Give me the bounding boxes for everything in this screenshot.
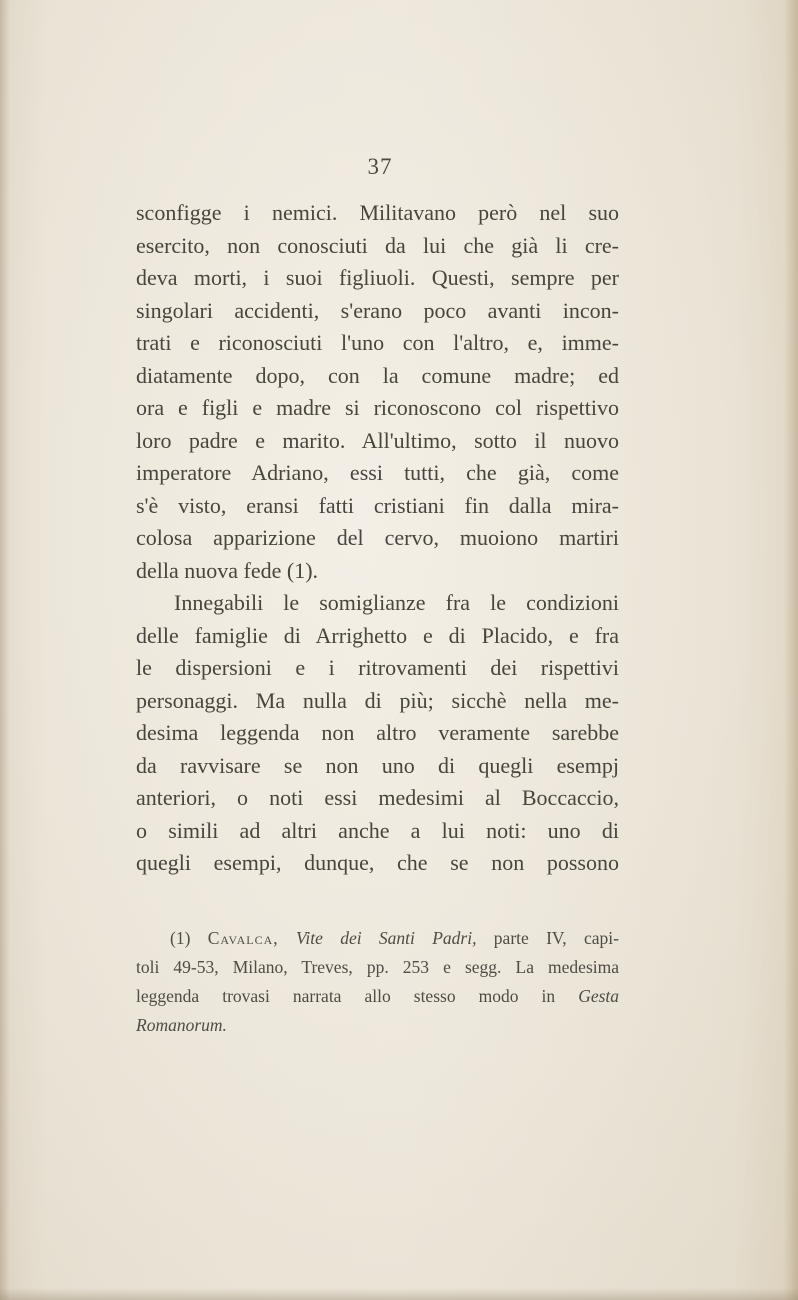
text-line-paragraph-start: Innegabili le somiglianze fra le condizioni bbox=[174, 590, 619, 615]
footnote bbox=[136, 924, 619, 1040]
text-line: imperatore Adriano, essi tutti, che già, come bbox=[136, 460, 619, 485]
text-line: sconfigge i nemici. Militavano però nel suo bbox=[136, 200, 619, 225]
text-line: ora e figli e madre si riconoscono col rispettivo bbox=[136, 395, 619, 420]
text-line: colosa apparizione del cervo, muoiono martiri bbox=[136, 525, 619, 550]
text-line: della nuova fede (1). bbox=[136, 557, 319, 583]
text-line: desima leggenda non altro veramente sarebbe bbox=[136, 720, 619, 745]
page-number: 37 bbox=[367, 154, 393, 179]
text-line: loro padre e marito. All'ultimo, sotto il nuovo bbox=[136, 427, 619, 453]
footnote-marker: (1) bbox=[170, 928, 191, 948]
footnote-line: Romanorum. bbox=[136, 1015, 227, 1035]
text-line: diatamente dopo, con la comune madre; ed bbox=[136, 362, 619, 388]
text-line: deva morti, i suoi figliuoli. Questi, sempre per bbox=[136, 265, 619, 290]
footnote-work-title: Gesta bbox=[578, 986, 620, 1006]
text-line: esercito, non conosciuti da lui che già li cre- bbox=[136, 232, 619, 258]
footnote-line: toli 49-53, Milano, Treves, pp. 253 e segg. La medesima bbox=[136, 957, 619, 977]
text-line: s'è visto, eransi fatti cristiani fin dalla mira- bbox=[136, 492, 619, 518]
text-line: trati e riconosciuti l'uno con l'altro, e, imme- bbox=[136, 330, 619, 355]
footnote-work-title: Vite dei Santi Padri, bbox=[296, 928, 477, 948]
footnote-author: Cavalca, bbox=[207, 928, 279, 948]
text-line: singolari accidenti, s'erano poco avanti incon- bbox=[136, 297, 619, 323]
text-line: o simili ad altri anche a lui noti: uno di bbox=[136, 817, 619, 843]
footnote-text: parte IV, capi- bbox=[493, 928, 619, 948]
text-line: quegli esempi, dunque, che se non possono bbox=[136, 850, 619, 875]
footnote-text: leggenda trovasi narrata allo stesso modo in bbox=[136, 986, 556, 1006]
page-edge-right bbox=[784, 0, 798, 1300]
text-line: anteriori, o noti essi medesimi al Boccaccio, bbox=[136, 785, 619, 810]
text-line: personaggi. Ma nulla di più; sicchè nella me- bbox=[136, 687, 619, 713]
page-edge-left bbox=[0, 0, 10, 1300]
text-line: le dispersioni e i ritrovamenti dei rispettivi bbox=[136, 655, 619, 680]
text-line: da ravvisare se non uno di quegli esempj bbox=[136, 752, 619, 778]
footnote-line bbox=[136, 924, 619, 953]
text-line: delle famiglie di Arrighetto e di Placido, e fra bbox=[136, 622, 619, 648]
body-text bbox=[136, 197, 619, 880]
page-edge-bottom bbox=[0, 1288, 798, 1300]
footnote-line bbox=[136, 982, 619, 1011]
